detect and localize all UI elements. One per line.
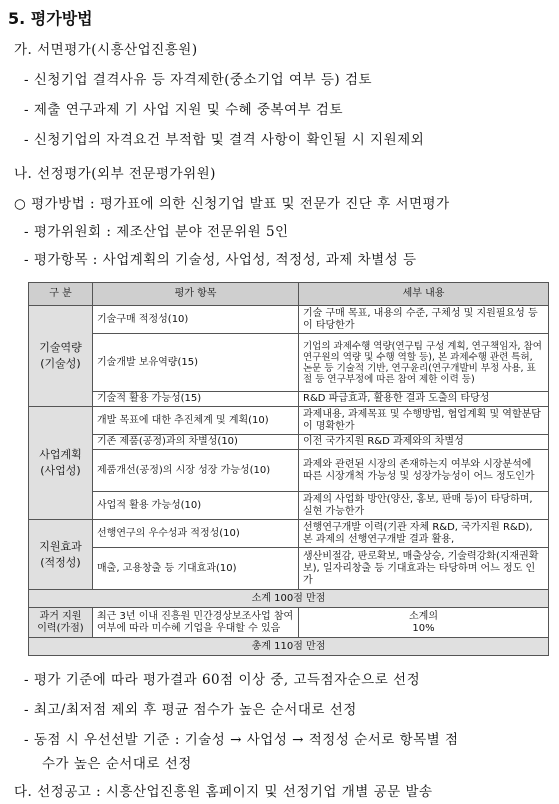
category-effect: 지원효과 (적정성) (29, 520, 93, 590)
na-item-2: - 평가위원회 : 제조산업 분야 전문위원 5인 (24, 224, 289, 240)
row-item: 제품개선(공정)의 시장 성장 가능성(10) (93, 450, 299, 492)
table-row (29, 548, 549, 590)
ga-heading: 가. 서면평가(시흥산업진흥원) (14, 42, 198, 58)
ga-item-3: - 신청기업의 자격요건 부적합 및 결격 사항이 확인될 시 지원제외 (24, 132, 425, 148)
table-row (29, 392, 549, 407)
row-detail: 과제의 사업화 방안(양산, 홍보, 판매 등)이 타당하며, 실현 가능한가 (299, 492, 549, 520)
table-row (29, 450, 549, 492)
evaluation-table (28, 282, 549, 656)
after-item-4: 수가 높은 순서대로 선정 (42, 756, 192, 772)
after-item-2: - 최고/최저점 제외 후 평균 점수가 높은 순서대로 선정 (24, 702, 357, 718)
row-detail: 생산비절감, 판로확보, 매출상승, 기술력강화(지재권확보), 일자리창출 등 기대효과는 타당하며 어느 정도 인가 (299, 548, 549, 590)
row-item: 기술적 활용 가능성(15) (93, 392, 299, 407)
table-row (29, 407, 549, 435)
row-detail: 과제내용, 과제목표 및 수행방법, 협업계획 및 역할분담이 명확한가 (299, 407, 549, 435)
row-detail: 기업의 과제수행 역량(연구팀 구성 계획, 연구책임자, 참여연구원의 역량 및 수행 역할 등), 본 과제수행 관련 특허, 논문 등 기술적 기반, 연구윤리(연구개발비 부정 사용, 표절 등 연구부정에 따른 참여 제한 이력 등) (299, 334, 549, 392)
category-tech: 기술역량 (기술성) (29, 306, 93, 407)
row-item: 사업적 활용 가능성(10) (93, 492, 299, 520)
bonus-item: 최근 3년 이내 진흥원 민간경상보조사업 참여 여부에 따라 미수혜 기업을 우대할 수 있음 (93, 608, 299, 638)
row-detail: 이전 국가지원 R&D 과제와의 차별성 (299, 435, 549, 450)
total-row (29, 638, 549, 656)
section-title: 5. 평가방법 (8, 9, 93, 28)
category-business: 사업계획 (사업성) (29, 407, 93, 520)
header-category: 구 분 (29, 283, 93, 306)
ga-item-2: - 제출 연구과제 기 사업 지원 및 수혜 중복여부 검토 (24, 102, 344, 118)
after-item-1: - 평가 기준에 따라 평가결과 60점 이상 중, 고득점자순으로 선정 (24, 672, 421, 688)
table-row (29, 306, 549, 334)
row-item: 개발 목표에 대한 추진체계 및 계획(10) (93, 407, 299, 435)
row-detail: 과제와 관련된 시장의 존재하는지 여부와 시장분석에 따른 시장개척 가능성 및 성장가능성이 어느 정도인가 (299, 450, 549, 492)
da-heading: 다. 선정공고 : 시흥산업진흥원 홈페이지 및 선정기업 개별 공문 발송 (14, 784, 433, 800)
row-item: 기존 제품(공정)과의 차별성(10) (93, 435, 299, 450)
header-detail: 세부 내용 (299, 283, 549, 306)
table-row (29, 520, 549, 548)
na-heading: 나. 선정평가(외부 전문평가위원) (14, 166, 216, 182)
subtotal: 소계 100점 만점 (29, 590, 549, 608)
header-item: 평가 항목 (93, 283, 299, 306)
bonus-category: 과거 지원 이력(가점) (29, 608, 93, 638)
row-item: 기술구매 적정성(10) (93, 306, 299, 334)
bonus-row (29, 608, 549, 638)
subtotal-row (29, 590, 549, 608)
row-detail: 기술 구매 목표, 내용의 수준, 구체성 및 지원필요성 등이 타당한가 (299, 306, 549, 334)
na-item-3: - 평가항목 : 사업계획의 기술성, 사업성, 적정성, 과제 차별성 등 (24, 252, 417, 268)
table-row (29, 435, 549, 450)
ga-item-1: - 신청기업 결격사유 등 자격제한(중소기업 여부 등) 검토 (24, 72, 373, 88)
after-item-3: - 동점 시 우선선발 기준 : 기술성 → 사업성 → 적정성 순서로 항목별 점 (24, 732, 459, 748)
row-detail: R&D 파급효과, 활용한 결과 도출의 타당성 (299, 392, 549, 407)
row-item: 매출, 고용창출 등 기대효과(10) (93, 548, 299, 590)
table-row (29, 334, 549, 392)
row-item: 선행연구의 우수성과 적정성(10) (93, 520, 299, 548)
na-item-1: ○ 평가방법 : 평가표에 의한 신청기업 발표 및 전문가 진단 후 서면평가 (14, 196, 450, 212)
total: 총계 110점 만점 (29, 638, 549, 656)
table-row (29, 492, 549, 520)
row-item: 기술개발 보유역량(15) (93, 334, 299, 392)
bonus-detail: 소계의 10% (299, 608, 549, 638)
table-header-row (29, 283, 549, 306)
row-detail: 선행연구개발 이력(기관 자체 R&D, 국가지원 R&D), 본 과제의 선행연구개발 결과 활용, (299, 520, 549, 548)
